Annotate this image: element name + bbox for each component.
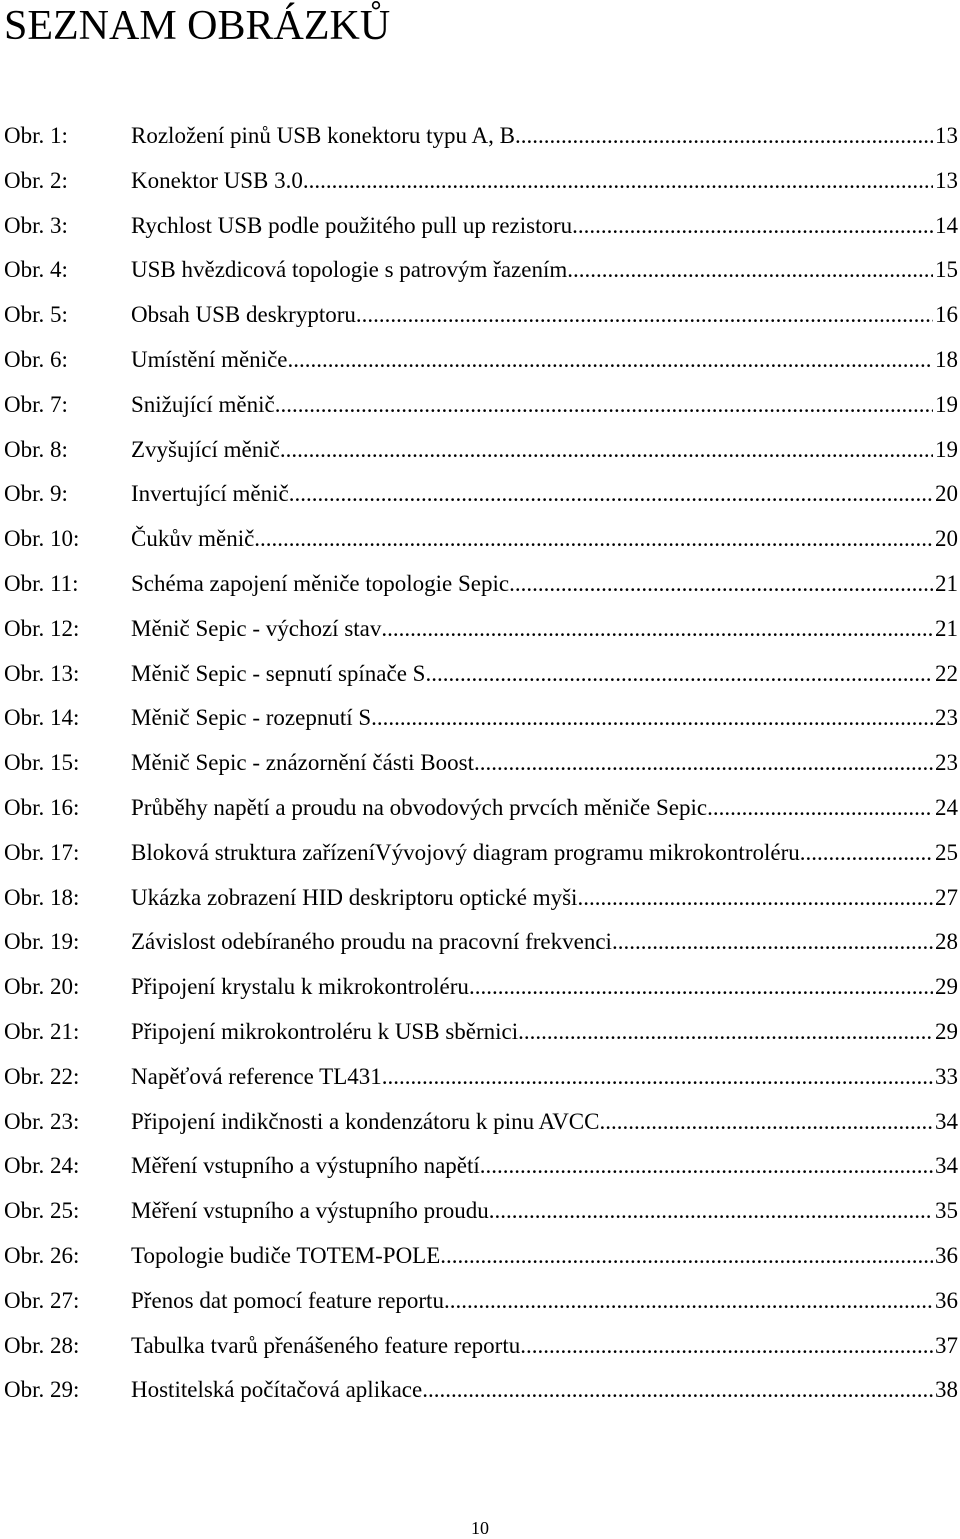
- figure-page: 24: [935, 794, 958, 820]
- list-item-figure-28[interactable]: [0, 1324, 960, 1369]
- figure-page: 29: [935, 1018, 958, 1044]
- figure-label: Obr. 15:: [4, 750, 80, 776]
- figure-entry: [131, 1279, 958, 1324]
- figure-label: Obr. 20:: [4, 974, 80, 1000]
- figure-entry: [131, 1055, 958, 1100]
- figure-page: 29: [935, 974, 958, 1000]
- list-item-figure-25[interactable]: [0, 1189, 960, 1234]
- figure-page: 22: [935, 660, 958, 686]
- figure-entry: [131, 1189, 958, 1234]
- figure-label: Obr. 4:: [4, 257, 68, 283]
- figure-title: Průběhy napětí a proudu na obvodových prvcích měniče Sepic: [131, 794, 708, 820]
- figure-label: Obr. 9:: [4, 481, 68, 507]
- figure-title: Obsah USB deskryptoru: [131, 302, 356, 328]
- dot-leader: [381, 607, 933, 652]
- list-item-figure-5[interactable]: [0, 293, 960, 338]
- figure-label: Obr. 6:: [4, 346, 68, 372]
- figure-label: Obr. 8:: [4, 436, 68, 462]
- dot-leader: [707, 786, 933, 831]
- figure-page: 14: [935, 212, 958, 238]
- list-item-figure-12[interactable]: [0, 607, 960, 652]
- figure-entry: [131, 652, 958, 697]
- figure-page: 25: [935, 839, 958, 865]
- list-item-figure-23[interactable]: [0, 1100, 960, 1145]
- figure-page: 34: [935, 1108, 958, 1134]
- list-item-figure-24[interactable]: [0, 1144, 960, 1189]
- dot-leader: [280, 428, 933, 473]
- list-item-figure-18[interactable]: [0, 876, 960, 921]
- list-item-figure-19[interactable]: [0, 920, 960, 965]
- list-item-figure-3[interactable]: [0, 204, 960, 249]
- list-item-figure-11[interactable]: [0, 562, 960, 607]
- list-item-figure-10[interactable]: [0, 517, 960, 562]
- figure-title: Připojení mikrokontroléru k USB sběrnici: [131, 1018, 519, 1044]
- figure-label: Obr. 3:: [4, 212, 68, 238]
- figure-title: Zvyšující měnič: [131, 436, 280, 462]
- list-item-figure-17[interactable]: [0, 831, 960, 876]
- figure-label: Obr. 28:: [4, 1332, 80, 1358]
- figure-entry: [131, 696, 958, 741]
- figure-page: 34: [935, 1153, 958, 1179]
- figure-page: 18: [935, 346, 958, 372]
- dot-leader: [275, 383, 933, 428]
- figure-title: Připojení krystalu k mikrokontroléru: [131, 974, 469, 1000]
- figure-title: Čukův měnič: [131, 526, 255, 552]
- figure-title: Měnič Sepic - znázornění části Boost: [131, 750, 474, 776]
- figure-entry: [131, 114, 958, 159]
- figure-page: 28: [935, 929, 958, 955]
- list-item-figure-29[interactable]: [0, 1368, 960, 1413]
- figure-label: Obr. 1:: [4, 123, 68, 148]
- figure-entry: [131, 1324, 958, 1369]
- list-item-figure-1[interactable]: [0, 114, 960, 159]
- figure-title: Hostitelská počítačová aplikace: [131, 1377, 423, 1403]
- dot-leader: [289, 472, 933, 517]
- figure-label: Obr. 21:: [4, 1018, 80, 1044]
- figure-title: Rozložení pinů USB konektoru typu A, B: [131, 123, 515, 148]
- figure-title: Bloková struktura zařízeníVývojový diagram programu mikrokontroléru: [131, 839, 800, 865]
- figure-page: 15: [935, 257, 958, 283]
- figure-entry: [131, 562, 958, 607]
- figure-title: Závislost odebíraného proudu na pracovní frekvenci: [131, 929, 612, 955]
- figure-label: Obr. 2:: [4, 167, 68, 193]
- figure-title: Snižující měnič: [131, 391, 275, 417]
- page-number: 10: [471, 1518, 489, 1538]
- list-item-figure-22[interactable]: [0, 1055, 960, 1100]
- figure-label: Obr. 10:: [4, 526, 80, 552]
- figure-page: 16: [935, 302, 958, 328]
- figure-title: Umístění měniče: [131, 346, 288, 372]
- dot-leader: [520, 1324, 933, 1369]
- dot-leader: [371, 696, 933, 741]
- dot-leader: [800, 831, 933, 876]
- list-item-figure-27[interactable]: [0, 1279, 960, 1324]
- figure-entry: [131, 786, 958, 831]
- figure-label: Obr. 5:: [4, 302, 68, 328]
- figure-title: Invertující měnič: [131, 481, 289, 507]
- dot-leader: [440, 1234, 933, 1279]
- figure-title: Měření vstupního a výstupního napětí: [131, 1153, 480, 1179]
- figure-title: Měnič Sepic - sepnutí spínače S: [131, 660, 426, 686]
- figure-page: 20: [935, 526, 958, 552]
- figure-label: Obr. 18:: [4, 884, 80, 910]
- figure-title: Měnič Sepic - výchozí stav: [131, 615, 382, 641]
- list-item-figure-4[interactable]: [0, 248, 960, 293]
- dot-leader: [577, 876, 933, 921]
- dot-leader: [425, 652, 933, 697]
- figure-entry: [131, 472, 958, 517]
- list-item-figure-6[interactable]: [0, 338, 960, 383]
- figure-page: 21: [935, 615, 958, 641]
- figure-label: Obr. 23:: [4, 1108, 80, 1134]
- figure-page: 20: [935, 481, 958, 507]
- figure-page: 37: [935, 1332, 958, 1358]
- dot-leader: [572, 204, 933, 249]
- figure-entry: [131, 1368, 958, 1413]
- dot-leader: [356, 293, 933, 338]
- dot-leader: [518, 1010, 933, 1055]
- figure-label: Obr. 13:: [4, 660, 80, 686]
- figure-label: Obr. 22:: [4, 1063, 80, 1089]
- figure-page: 21: [935, 570, 958, 596]
- list-item-figure-8[interactable]: [0, 428, 960, 473]
- figure-entry: [131, 741, 958, 786]
- figure-entry: [131, 1144, 958, 1189]
- figure-page: 13: [935, 123, 958, 148]
- figure-title: Přenos dat pomocí feature reportu: [131, 1287, 444, 1313]
- figure-entry: [131, 1100, 958, 1145]
- list-item-figure-16[interactable]: [0, 786, 960, 831]
- figure-entry: [131, 831, 958, 876]
- figure-entry: [131, 428, 958, 473]
- figure-title: Napěťová reference TL431: [131, 1063, 382, 1089]
- dot-leader: [480, 1144, 933, 1189]
- dot-leader: [469, 965, 933, 1010]
- figure-title: Topologie budiče TOTEM-POLE: [131, 1242, 441, 1268]
- figure-entry: [131, 965, 958, 1010]
- figure-entry: [131, 876, 958, 921]
- figure-page: 23: [935, 705, 958, 731]
- figure-page: 19: [935, 436, 958, 462]
- figure-entry: [131, 248, 958, 293]
- list-item-figure-9[interactable]: [0, 472, 960, 517]
- figure-page: 13: [935, 167, 958, 193]
- figure-page: 38: [935, 1377, 958, 1403]
- figure-title: Tabulka tvarů přenášeného feature reportu: [131, 1332, 521, 1358]
- figure-page: 19: [935, 391, 958, 417]
- list-item-figure-26[interactable]: [0, 1234, 960, 1279]
- figure-label: Obr. 12:: [4, 615, 80, 641]
- figure-entry: [131, 338, 958, 383]
- figure-page: 27: [935, 884, 958, 910]
- list-item-figure-15[interactable]: [0, 741, 960, 786]
- figure-entry: [131, 1010, 958, 1055]
- figure-title: Rychlost USB podle použitého pull up rezistoru: [131, 212, 573, 238]
- dot-leader: [288, 338, 934, 383]
- figure-label: Obr. 17:: [4, 839, 80, 865]
- figure-title: Měření vstupního a výstupního proudu: [131, 1198, 489, 1224]
- figure-title: Schéma zapojení měniče topologie Sepic: [131, 570, 510, 596]
- figure-title: Připojení indikčnosti a kondenzátoru k pinu AVCC: [131, 1108, 600, 1134]
- figure-label: Obr. 11:: [4, 570, 79, 596]
- dot-leader: [254, 517, 933, 562]
- figure-page: 33: [935, 1063, 958, 1089]
- page-title: SEZNAM OBRÁZKŮ: [4, 3, 391, 49]
- dot-leader: [382, 1055, 933, 1100]
- figure-label: Obr. 14:: [4, 705, 80, 731]
- figure-label: Obr. 7:: [4, 391, 68, 417]
- list-item-figure-7[interactable]: [0, 383, 960, 428]
- list-item-figure-20[interactable]: [0, 965, 960, 1010]
- figure-entry: [131, 920, 958, 965]
- dot-leader: [600, 1100, 934, 1145]
- figure-label: Obr. 24:: [4, 1153, 80, 1179]
- dot-leader: [489, 1189, 933, 1234]
- list-item-figure-2[interactable]: [0, 159, 960, 204]
- figure-entry: [131, 159, 958, 204]
- figure-label: Obr. 27:: [4, 1287, 80, 1313]
- figure-list: [0, 114, 960, 1413]
- list-item-figure-21[interactable]: [0, 1010, 960, 1055]
- figure-label: Obr. 29:: [4, 1377, 80, 1403]
- dot-leader: [567, 248, 933, 293]
- figure-title: USB hvězdicová topologie s patrovým řazením: [131, 257, 568, 283]
- figure-page: 23: [935, 750, 958, 776]
- figure-title: Ukázka zobrazení HID deskriptoru optické myši: [131, 884, 578, 910]
- figure-page: 36: [935, 1242, 958, 1268]
- figure-title: Konektor USB 3.0.: [131, 167, 309, 193]
- figure-label: Obr. 25:: [4, 1198, 80, 1224]
- dot-leader: [474, 741, 933, 786]
- dot-leader: [422, 1368, 933, 1413]
- list-item-figure-14[interactable]: [0, 696, 960, 741]
- figure-entry: [131, 204, 958, 249]
- figure-label: Obr. 26:: [4, 1242, 80, 1268]
- figure-page: 36: [935, 1287, 958, 1313]
- dot-leader: [509, 562, 933, 607]
- figure-entry: [131, 607, 958, 652]
- figure-entry: [131, 1234, 958, 1279]
- figure-entry: [131, 517, 958, 562]
- dot-leader: [612, 920, 933, 965]
- list-item-figure-13[interactable]: [0, 652, 960, 697]
- figure-entry: [131, 383, 958, 428]
- figure-label: Obr. 16:: [4, 794, 80, 820]
- figure-label: Obr. 19:: [4, 929, 80, 955]
- figure-title: Měnič Sepic - rozepnutí S: [131, 705, 372, 731]
- figure-entry: [131, 293, 958, 338]
- dot-leader: [444, 1279, 933, 1324]
- dot-leader: [309, 159, 933, 204]
- figure-page: 35: [935, 1198, 958, 1224]
- dot-leader: [515, 114, 933, 159]
